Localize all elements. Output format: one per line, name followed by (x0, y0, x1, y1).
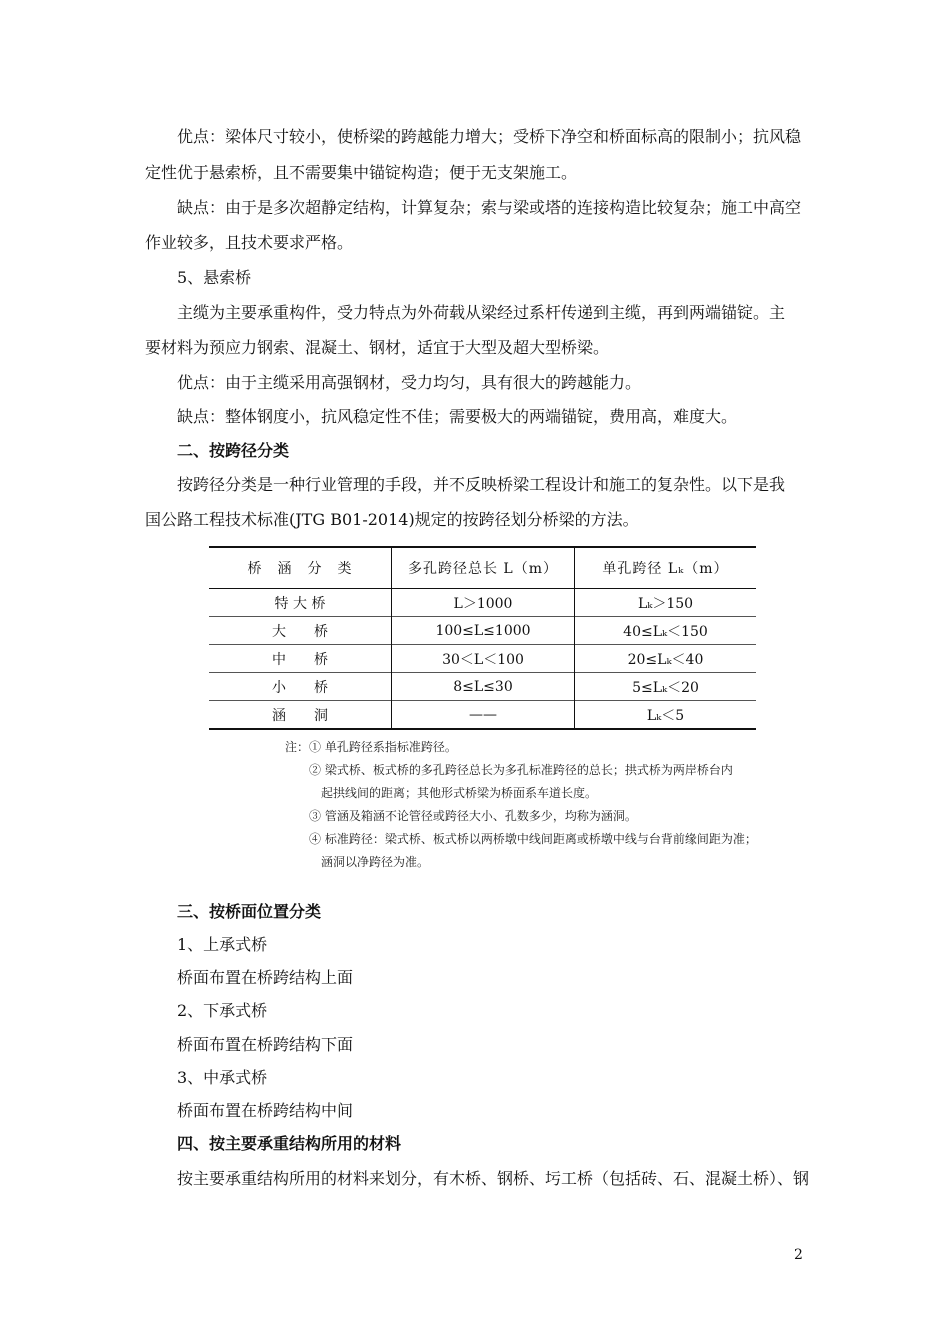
table-row (209, 701, 756, 730)
table-cell: 小 桥 (209, 673, 392, 701)
paragraph-line: 按跨径分类是一种行业管理的手段，并不反映桥梁工程设计和施工的复杂性。以下是我 (177, 475, 786, 494)
paragraph-line: 国公路工程技术标准(JTG B01-2014)规定的按跨径划分桥梁的方法。 (145, 510, 639, 529)
list-item-desc: 桥面布置在桥跨结构下面 (177, 1035, 354, 1054)
table-cell: Lₖ＜5 (575, 701, 757, 730)
paragraph-line: 按主要承重结构所用的材料来划分，有木桥、钢桥、圬工桥（包括砖、石、混凝土桥）、钢 (177, 1169, 810, 1188)
table-header-cell: 单孔跨径 Lₖ（m） (575, 547, 757, 589)
table-note: ③ 管涵及箱涵不论管径或跨径大小、孔数多少，均称为涵洞。 (285, 809, 637, 823)
table-note: 涵洞以净跨径为准。 (285, 855, 430, 869)
table-cell: 特 大 桥 (209, 589, 392, 617)
table-cell: Lₖ＞150 (575, 589, 757, 617)
paragraph-line: 主缆为主要承重构件，受力特点为外荷载从梁经过系杆传递到主缆，再到两端锚锭。主 (177, 303, 786, 322)
paragraph-line: 优点：由于主缆采用高强钢材，受力均匀，具有很大的跨越能力。 (177, 373, 642, 392)
table-row (209, 645, 756, 673)
table-cell: 100≤L≤1000 (392, 617, 575, 645)
table-header-cell: 多孔跨径总长 L（m） (392, 547, 575, 589)
list-item: 3、中承式桥 (177, 1068, 268, 1087)
table-cell: 5≤Lₖ＜20 (575, 673, 757, 701)
list-item: 1、上承式桥 (177, 935, 268, 954)
span-classification-table (209, 546, 756, 730)
table-cell: 30＜L＜100 (392, 645, 575, 673)
section-heading-deck-position: 三、按桥面位置分类 (177, 902, 322, 921)
table-cell: 20≤Lₖ＜40 (575, 645, 757, 673)
section-heading-material: 四、按主要承重结构所用的材料 (177, 1134, 402, 1153)
table-cell: L＞1000 (392, 589, 575, 617)
table-notes (285, 736, 757, 874)
table-cell: —— (392, 701, 575, 730)
paragraph-line: 要材料为预应力钢索、混凝土、钢材，适宜于大型及超大型桥梁。 (145, 338, 610, 357)
table-note: 起拱线间的距离；其他形式桥梁为桥面系车道长度。 (285, 786, 598, 800)
table-row (209, 617, 756, 645)
table-cell: 大 桥 (209, 617, 392, 645)
paragraph-line: 缺点：由于是多次超静定结构，计算复杂；索与梁或塔的连接构造比较复杂；施工中高空 (177, 198, 802, 217)
paragraph-line: 作业较多，且技术要求严格。 (145, 233, 354, 252)
table-cell: 涵 洞 (209, 701, 392, 730)
table-row (209, 589, 756, 617)
paragraph-line: 优点：梁体尺寸较小，使桥梁的跨越能力增大；受桥下净空和桥面标高的限制小；抗风稳 (177, 127, 802, 146)
table-row (209, 673, 756, 701)
table-header-row (209, 547, 756, 589)
table-cell: 40≤Lₖ＜150 (575, 617, 757, 645)
page-number: 2 (794, 1247, 803, 1263)
table-cell: 中 桥 (209, 645, 392, 673)
list-item: 2、下承式桥 (177, 1001, 268, 1020)
list-item-desc: 桥面布置在桥跨结构上面 (177, 968, 354, 987)
table-cell: 8≤L≤30 (392, 673, 575, 701)
table-note: ② 梁式桥、板式桥的多孔跨径总长为多孔标准跨径的总长；拱式桥为两岸桥台内 (285, 763, 733, 777)
subheading-suspension-bridge: 5、悬索桥 (177, 268, 252, 287)
section-heading-span: 二、按跨径分类 (177, 441, 290, 460)
table-note: ④ 标准跨径：梁式桥、板式桥以两桥墩中线间距离或桥墩中线与台背前缘间距为准； (285, 832, 757, 846)
paragraph-line: 定性优于悬索桥，且不需要集中锚锭构造；便于无支架施工。 (145, 163, 578, 182)
table-note: 注：① 单孔跨径系指标准跨径。 (285, 740, 457, 754)
table-header-cell: 桥 涵 分 类 (209, 547, 392, 589)
paragraph-line: 缺点：整体钢度小，抗风稳定性不佳；需要极大的两端锚锭，费用高，难度大。 (177, 407, 738, 426)
list-item-desc: 桥面布置在桥跨结构中间 (177, 1101, 354, 1120)
